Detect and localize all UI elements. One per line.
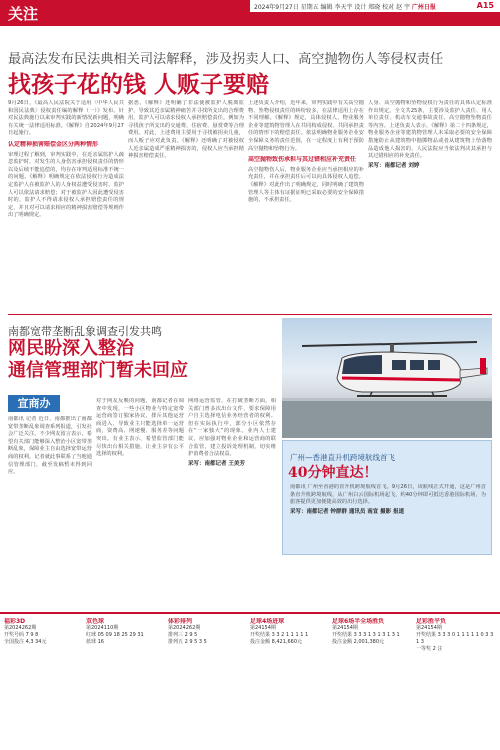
- page-number: A15: [476, 1, 494, 10]
- lottery-title: 足球4场进球: [250, 618, 285, 625]
- article1-col2-text: 据悉，《解释》还明确了非法使被监护人脱离监护，导致其近亲属精神痛苦并寻找所支出的合理费用，监护人可以请求侵权人承担赔偿责任。例如为寻找孩子所支出的交通费、住宿费、悬赏费等合理费用。对此，上述费用主要用于寻找被拐卖儿童，而人贩子应对此负责。《解释》还明确了对被侵权人近亲属造成严重精神损害的，侵权人应当承担精神损害赔偿责任。: [128, 100, 244, 160]
- lottery-block-5: [332, 618, 412, 746]
- article1-lead: 9月26日，《最高人民法院关于适用〈中华人民共和国民法典〉侵权责任编的解释（一）》发布。针对民法典施行以来审判实践的新情况新问题，明确有关统一法律适用标准。《解释》自2024年9月27日起施行。: [8, 100, 124, 137]
- section-tag: 关注: [8, 5, 39, 23]
- lottery-results-bar: [0, 612, 500, 750]
- lottery-block-6: [416, 618, 496, 746]
- article2-title-line2: 通信管理部门暂未回应: [8, 360, 188, 381]
- article1-column-1: [8, 100, 124, 310]
- article2-column-1: [8, 416, 92, 606]
- article2-col3-text: 网络运营监管，在打破垄断方面，相关部门曾多次出台文件，要求保障用户自主选择电信业务经营者的权利。但在实际执行中，部分小区依然存在“一家独大”的现象。业内人士建议，应加强对物业企业和运营商的联合监管，建立投诉处理机制，切实维护消费者合法权益。: [188, 398, 276, 458]
- infobox-byline: 采写：南都记者 钟群群 通讯员 南宣 摄影 报道: [290, 508, 405, 515]
- lottery-line: 投注金额 8,421,660元: [250, 639, 303, 645]
- article2-col1-text: 南都讯 记者 近日，南都推出了南都宽带垄断乱象调查系列报道，引发社会广泛关注。不少网友留言表示，希望有关部门能够深入整治小区宽带垄断乱象，保障业主自由选择宽带运营商的权利。记者就此事联系了当地通信管理部门，截至发稿暂未得到回应。: [8, 416, 92, 476]
- infobox-title: 40分钟直达！: [288, 465, 378, 481]
- lottery-line: 第2024262期: [4, 625, 37, 631]
- lottery-title: 双色球: [86, 618, 105, 625]
- lottery-title: 足球6场半全场胜负: [332, 618, 385, 625]
- date-editor-line: 2024年9月27日 星期五 编辑 李天宇 设计 郑晓 校对 赵 宇: [254, 4, 410, 11]
- article2-byline: 采写：南都记者 王美芳: [188, 460, 245, 467]
- article1-column-3: [248, 100, 364, 310]
- lottery-line: 红球 05 09 18 25 29 31: [86, 632, 144, 638]
- article1-section-heading-1: 认定精神损害赔偿金区分两种情形: [8, 140, 99, 148]
- lottery-block-4: [250, 618, 328, 746]
- lottery-line: 第24154期: [416, 625, 442, 631]
- helicopter-photo: [282, 318, 492, 438]
- lottery-line: 第2024110期: [86, 625, 119, 631]
- page-topline: [250, 0, 500, 12]
- lottery-line: 排列五 2 9 5 3 5: [168, 639, 207, 645]
- lottery-line: 开奖号码 7 9 8: [4, 632, 39, 638]
- article1-col5-text: 人身、高空抛物和坠物侵权行为责任的具体认定标准作出规定。全文共25条，主要涉及监护人责任、用人单位责任、机动车交通事故责任、高空抛物坠物责任等内容。上述负责人表示，《解释》第二十四条规定，物业服务企业等建筑物管理人未采取必要的安全保障措施防止从建筑物中抛掷物品或者从建筑物上坠落物品造成他人损害的，人民法院应当依法判决其承担与其过错相应的补充责任。: [368, 100, 492, 160]
- article1-col3-text: 上述负责人介绍，近年来，审判实践中有关高空抛物、坠物侵权责任的纠纷较多，在法律适用上存在不同理解。《解释》规定，具体侵权人、物业服务企业等建筑物管理人在共同构成侵权、共同承担责任的情形下的赔偿责任。依法明确物业服务企业安全保障义务的责任范围，在一定程度上有利于预防高空抛物和坠物行为。: [248, 100, 364, 152]
- article2-title-line1: 网民盼深入整治: [8, 338, 134, 359]
- article1-column-4: [368, 100, 492, 310]
- lottery-line: 第24154期: [250, 625, 276, 631]
- helicopter-illustration: [282, 318, 492, 438]
- article-divider: [8, 314, 492, 315]
- article2-column-2: [96, 398, 184, 606]
- article2-title: [8, 338, 188, 382]
- lottery-title: 体彩排列: [168, 618, 193, 625]
- lottery-line: 开奖结果 3 3 3 1 3 1 3 1 3 1: [332, 632, 400, 638]
- article1-col4-text: 高空抛物伤人后，物业服务企业应当承担相应的补充责任，并在承担责任后可以向具体侵权人追偿。《解释》对此作出了明确规定，同时明确了建筑物管理人等主体有证据证明已采取必要的安全保障措施的，不承担责任。: [248, 166, 364, 204]
- lottery-line: 排列三 2 9 5: [168, 632, 198, 638]
- article1-column-2: [128, 100, 244, 310]
- lottery-line: 一等奖 2 注: [416, 646, 443, 652]
- lottery-line: 开奖结果 3 3 3 0 1 1 1 1 1 0 3 3 1 3: [416, 632, 494, 645]
- lottery-line: 蓝球 16: [86, 639, 104, 645]
- lottery-block-1: [4, 618, 82, 746]
- infobox-body-text: 南都讯 广州至香港的直升机跨境航线首飞。9月26日，该航线正式开通，这是广州首条直升机跨境航线，从广州白云国际机场起飞，约40分钟即可抵达香港国际机场，为旅客提供更加便捷高效的出行选择。: [290, 484, 486, 506]
- infobox-kicker: 广州—香港直升机跨境航线首飞: [290, 453, 395, 462]
- lottery-line: 第24154期: [332, 625, 358, 631]
- article1-col1-text: 审理过程了解到，审判实践中，在近亲属监护人疏忽监护时，对发生的人身伤害承担侵权责任的情形以及后续不能追偿的，均存在审判适用标准不统一的问题。《解释》明确规定在依法侵权行为造成法定监护人在被监护人的人身权益遭受侵害时，监护人可以依法请求赔偿；对于被监护人因此遭受侵害时的，监护人不得请求侵权人承担赔偿责任的规定，并且对可以请求相应的精神损害赔偿等规则作出了明确规定。: [8, 151, 124, 219]
- lottery-title: 福彩3D: [4, 618, 26, 625]
- lottery-block-3: [168, 618, 246, 746]
- lottery-line: 第2024262期: [168, 625, 201, 631]
- lottery-block-2: [86, 618, 164, 746]
- article1-subhead: 最高法发布民法典相关司法解释，涉及拐卖人口、高空抛物伤人等侵权责任: [8, 52, 444, 67]
- infobox-body: [290, 484, 486, 550]
- lottery-line: 全国投注 4,3 34元: [4, 639, 47, 645]
- article2-location-badge: 宣商办: [8, 395, 60, 412]
- lottery-title: 足彩胜平负: [416, 618, 447, 625]
- article1-section-heading-2: 高空抛物致伤承担与其过错相应补充责任: [248, 156, 357, 164]
- newspaper-badge: 广州日报: [411, 4, 436, 11]
- article2-column-3: [188, 398, 276, 606]
- article1-headline: 找孩子花的钱 人贩子要赔: [8, 71, 270, 98]
- article2-kicker: 南都宽带垄断乱象调查引发共鸣: [8, 325, 162, 338]
- article1-byline: 采写：南都记者 刘婷: [368, 162, 420, 169]
- lottery-line: 投注金额 2,001,380元: [332, 639, 385, 645]
- article2-col2-text: 对于网友反映的问题，南都记者在调查中发现，一些小区物业与特定宽带运营商签订独家协议，排斥其他运营商进入，导致业主只能选择单一运营商，资费高、网速慢、服务差等问题突出。有业主表示，希望监管部门能尽快出台相关措施，让业主享有公平选择的权利。: [96, 398, 184, 458]
- lottery-line: 开奖结果 3 3 2 1 1 1 1 1: [250, 632, 309, 638]
